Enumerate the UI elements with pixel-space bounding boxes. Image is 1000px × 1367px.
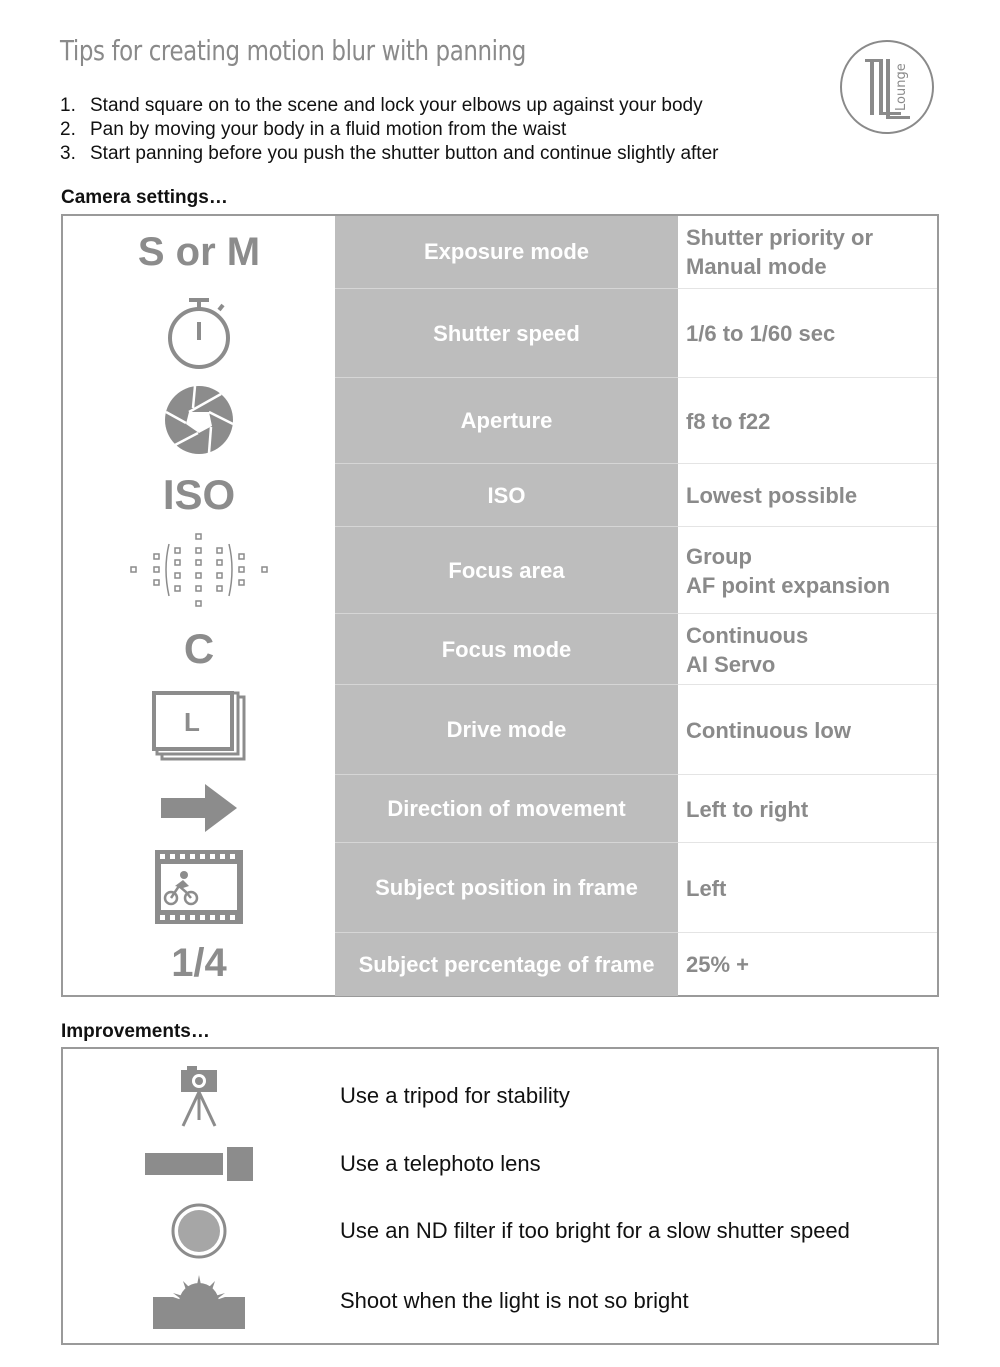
focus-mode-text: C: [183, 624, 215, 672]
settings-row-iso: [63, 463, 937, 526]
improvement-row: [63, 1199, 937, 1263]
setting-label: Drive mode: [335, 684, 678, 775]
drive-mode-icon: [152, 691, 246, 767]
setting-value: f8 to f22: [678, 377, 937, 464]
settings-row-shutter-speed: [63, 288, 937, 377]
fraction-text: 1/4: [171, 941, 227, 985]
improvements-heading: Improvements…: [61, 1021, 210, 1042]
sun-horizon-icon: [153, 1271, 245, 1331]
setting-value: Continuous low: [678, 684, 937, 775]
tll-lounge-logo: [839, 39, 935, 135]
setting-value: Left to right: [678, 774, 937, 843]
exposure-mode-text: S or M: [137, 229, 261, 274]
improvement-row: [63, 1269, 937, 1333]
improvement-text: Shoot when the light is not so bright: [340, 1288, 689, 1313]
telephoto-lens-icon: [145, 1147, 253, 1181]
camera-settings-table: [61, 214, 939, 997]
setting-value: Continuous AI Servo: [678, 613, 937, 685]
film-cyclist-icon: [155, 850, 243, 924]
settings-row-subject-position: [63, 842, 937, 932]
improvement-text: Use an ND filter if too bright for a slow shutter speed: [340, 1218, 850, 1243]
logo-word: Lounge: [894, 63, 909, 111]
iso-text: ISO: [162, 470, 236, 518]
setting-value: Left: [678, 842, 937, 933]
setting-label: Aperture: [335, 377, 678, 464]
tip-item: 2. Pan by moving your body in a fluid motion from the waist: [60, 119, 567, 140]
setting-value: 25% +: [678, 932, 937, 996]
improvement-row: [63, 1139, 937, 1189]
arrow-right-icon: [159, 782, 239, 834]
setting-label: Exposure mode: [335, 216, 678, 288]
settings-row-subject-percentage: [63, 932, 937, 995]
setting-label: Focus mode: [335, 613, 678, 685]
settings-row-focus-mode: [63, 613, 937, 684]
improvement-row: [63, 1063, 937, 1129]
aperture-icon: [164, 385, 234, 455]
page-title: Tips for creating motion blur with panning: [60, 34, 526, 67]
setting-value: Shutter priority or Manual mode: [686, 225, 874, 279]
improvement-text: Use a tripod for stability: [340, 1083, 570, 1108]
setting-label: Subject position in frame: [335, 842, 678, 933]
setting-value: Lowest possible: [678, 463, 937, 527]
setting-value: 1/6 to 1/60 sec: [678, 288, 937, 378]
settings-row-drive-mode: [63, 684, 937, 774]
improvements-panel: [61, 1047, 939, 1345]
settings-row-aperture: [63, 377, 937, 463]
tripod-camera-icon: [179, 1064, 219, 1128]
drive-mode-letter: L: [184, 707, 200, 737]
tip-item: 1. Stand square on to the scene and lock your elbows up against your body: [60, 95, 703, 116]
camera-settings-heading: Camera settings…: [61, 187, 228, 208]
af-points-icon: [129, 532, 269, 608]
settings-row-exposure-mode: [63, 216, 937, 288]
tips-list: [60, 94, 718, 166]
settings-row-direction: [63, 774, 937, 842]
setting-label: ISO: [335, 463, 678, 527]
stopwatch-icon: [164, 296, 234, 370]
nd-filter-icon: [171, 1203, 227, 1259]
setting-label: Direction of movement: [335, 774, 678, 843]
setting-label: Shutter speed: [335, 288, 678, 378]
setting-label: Focus area: [335, 526, 678, 614]
tip-item: 3. Start panning before you push the shutter button and continue slightly after: [60, 143, 719, 164]
setting-value: Group AF point expansion: [678, 526, 937, 614]
setting-label: Subject percentage of frame: [335, 932, 678, 996]
settings-row-focus-area: [63, 526, 937, 613]
improvement-text: Use a telephoto lens: [340, 1151, 541, 1176]
